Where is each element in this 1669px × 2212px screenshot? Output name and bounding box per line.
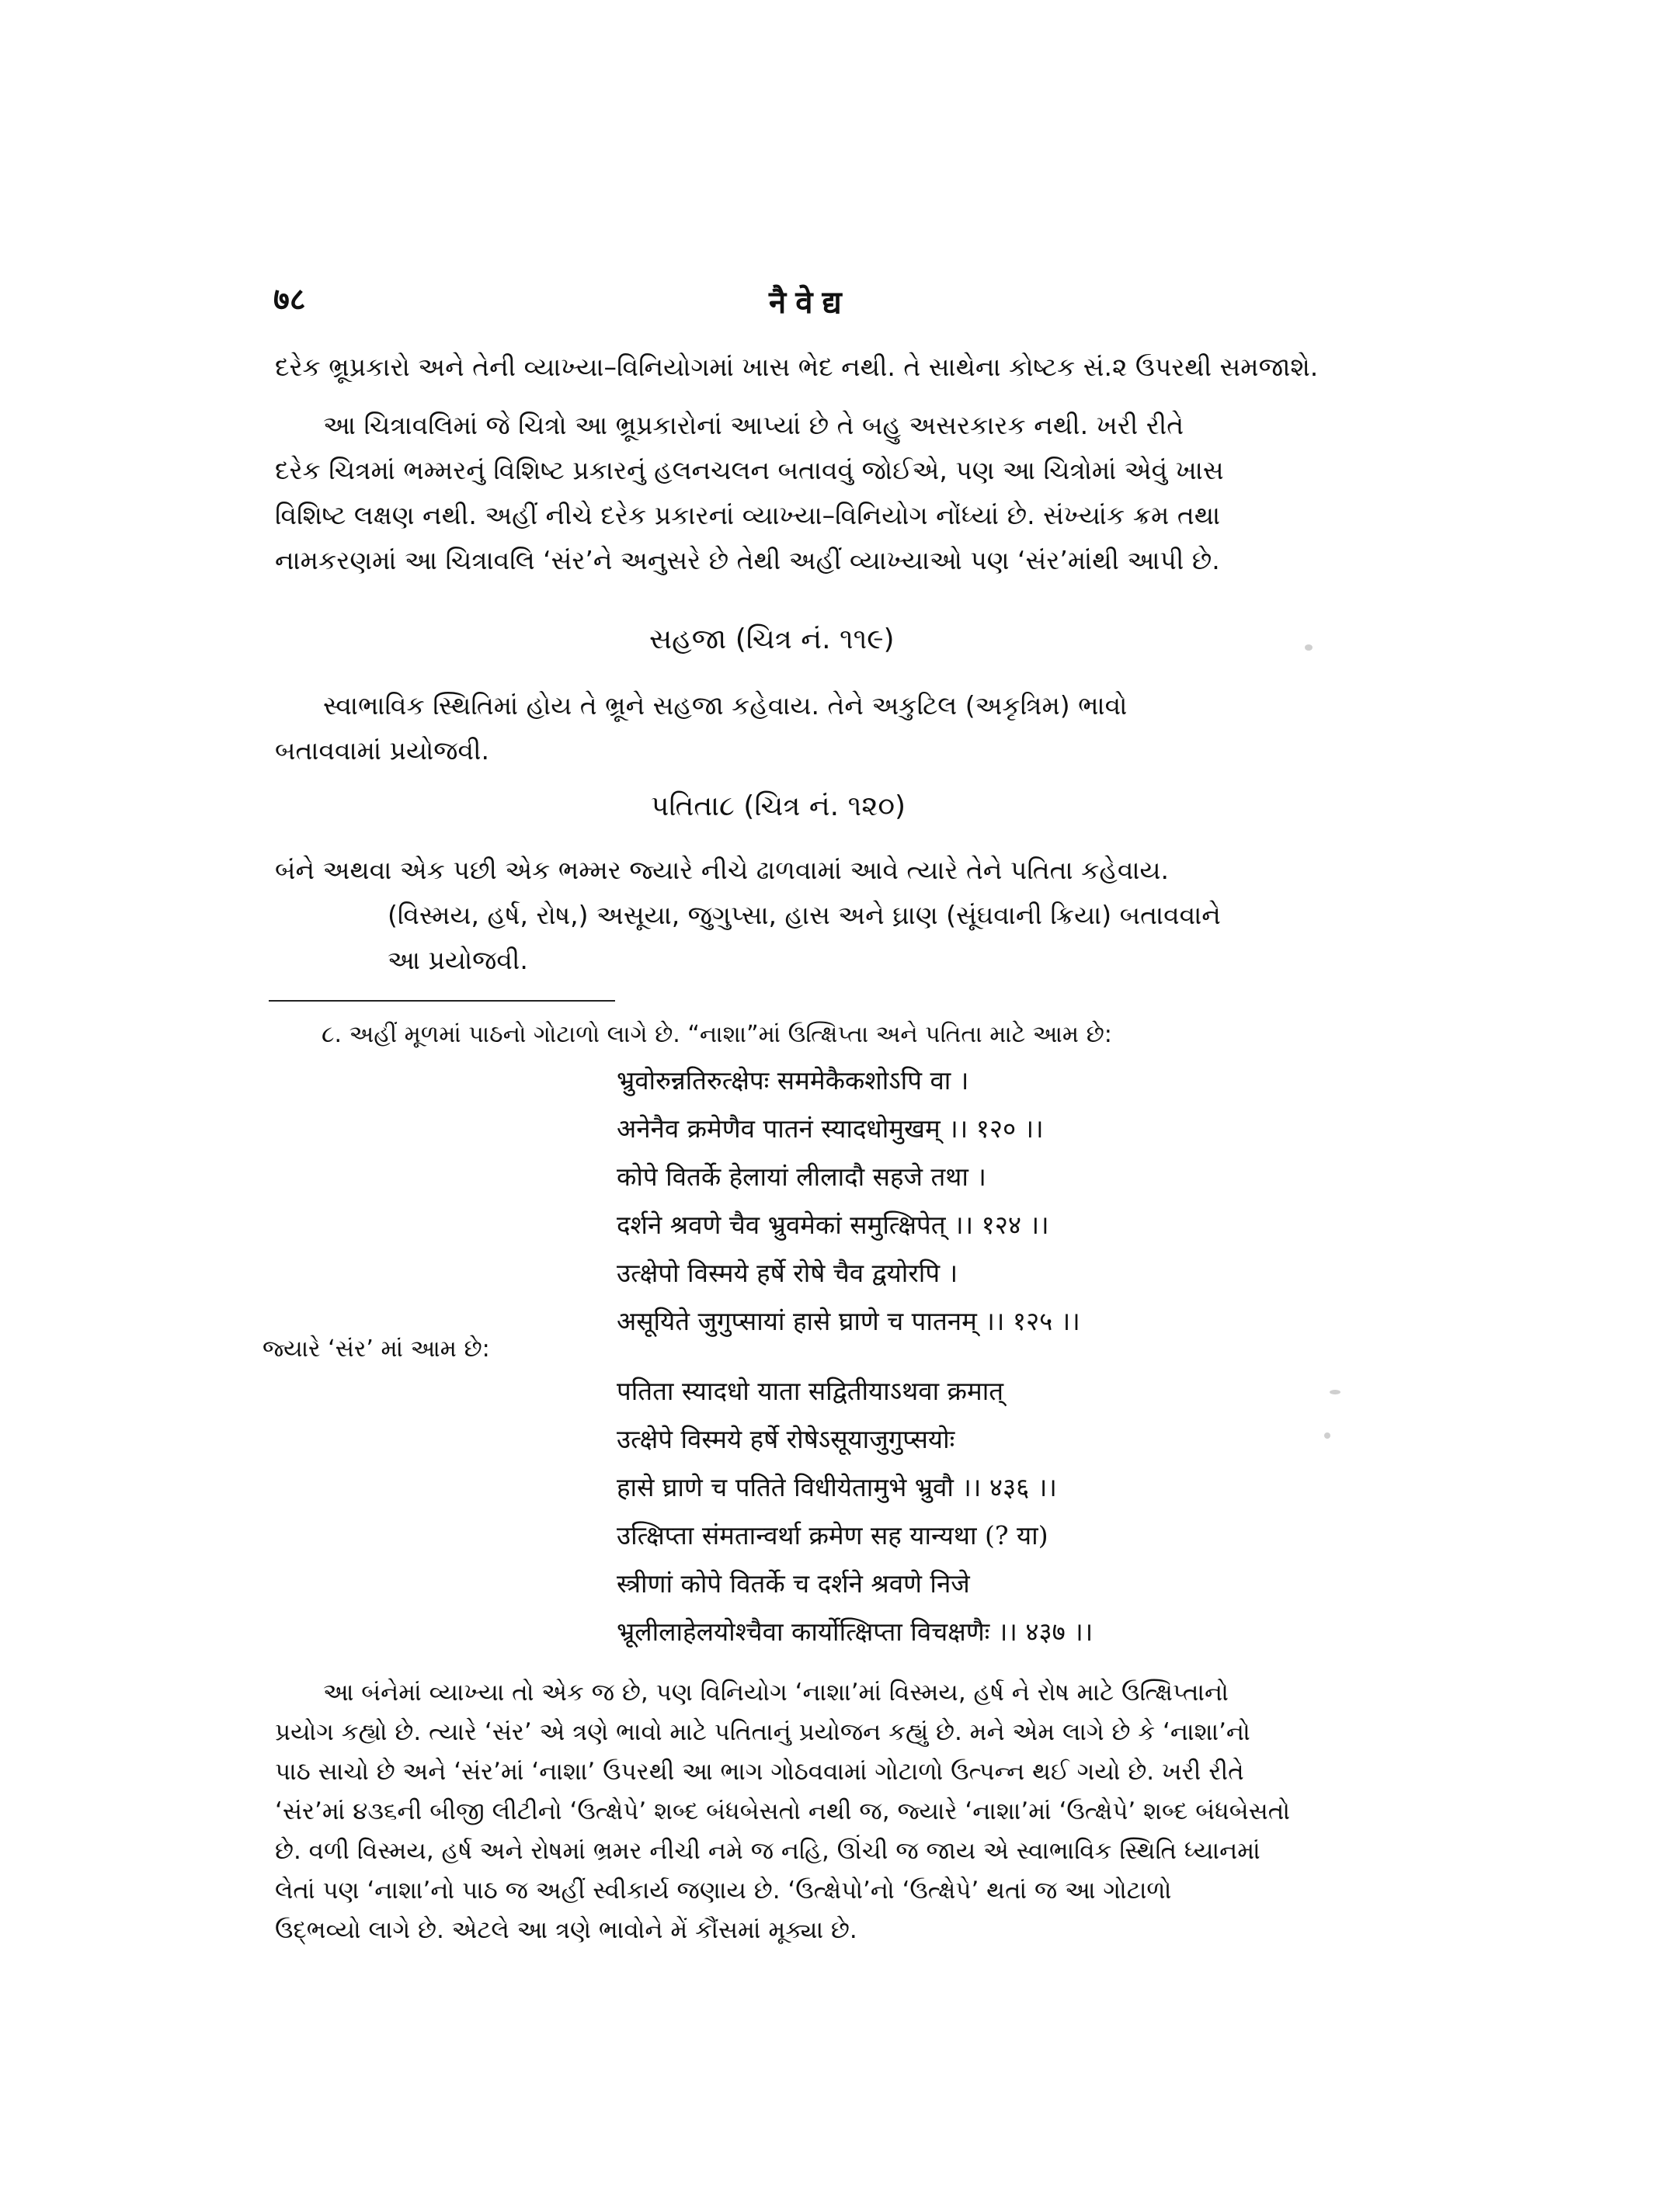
scan-speck [1324, 1432, 1330, 1439]
section-body-patita [275, 848, 1405, 983]
paragraph-line: વિશિષ્ટ લક્ષણ નથી. અહીં નીચે દરેક પ્રકારનાં વ્યાખ્યા–વિનિયોગ નોંધ્યાં છે. સંખ્યાંક ક્રમ તથા [275, 500, 1221, 530]
section-body-sahaja [275, 683, 1405, 773]
verse-line: पतिता स्यादधो याता सद्वितीयाऽथवा क्रमात् [617, 1376, 1004, 1406]
footnote-closing-paragraph [275, 1673, 1290, 1950]
paragraph-line: આ ચિત્રાવલિમાં જે ચિત્રો આ ભ્રૂપ્રકારોનાં આપ્યાં છે તે બહુ અસરકારક નથી. ખરી રીતે [323, 410, 1184, 440]
paragraph-line: આ પ્રયોજવી. [388, 945, 528, 975]
paragraph-line: નામકરણમાં આ ચિત્રાવલિ ‘સંર’ને અનુસરે છે તેથી અહીં વ્યાખ્યાઓ પણ ‘સંર’માંથી આપી છે. [275, 545, 1220, 575]
paragraph-line: દરેક ચિત્રમાં ભમ્મરનું વિશિષ્ટ પ્રકારનું હલનચલન બતાવવું જોઈએ, પણ આ ચિત્રોમાં એવું ખાસ [275, 455, 1224, 485]
paragraph-line: છે. વળી વિસ્મય, હર્ષ અને રોષમાં ભ્રમર નીચી નમે જ નહિ, ઊંચી જ જાય એ સ્વાભાવિક સ્થિતિ ધ્યાનમાં [275, 1837, 1260, 1865]
paragraph-line: પાઠ સાચો છે અને ‘સંર’માં ‘નાશા’ ઉપરથી આ ભાગ ગોઠવવામાં ગોટાળો ઉત્પન્ન થઈ ગયો છે. ખરી રીતે [275, 1758, 1244, 1786]
section-heading-sahaja: સહજા (ચિત્ર નં. ૧૧૯) [649, 623, 895, 655]
verse-line: असूयिते जुगुप्सायां हासे घ्राणे च पातनम् ।। १२५ ।। [617, 1306, 1080, 1336]
verse-line: उत्क्षेपे विस्मये हर्षे रोषेऽसूयाजुगुप्सयोः [617, 1424, 955, 1454]
verse-line: हासे घ्राणे च पतिते विधीयेतामुभे भ्रुवौ ।। ४३६ ।। [617, 1472, 1057, 1502]
paragraph-line: ઉદ્ભવ્યો લાગે છે. એટલે આ ત્રણે ભાવોને મેં કૌંસમાં મૂક્યા છે. [275, 1916, 857, 1944]
page-number: ७८ [273, 282, 306, 318]
verse-line: दर्शने श्रवणे चैव भ्रुवमेकां समुत्क्षिपेत् ।। १२४ ।। [617, 1210, 1049, 1240]
paragraph-line: લેતાં પણ ‘નાશા’નો પાઠ જ અહીં સ્વીકાર્ય જણાય છે. ‘ઉત્ક્ષેપો’નો ‘ઉત્ક્ષેપે’ થતાં જ આ ગોટાળો [275, 1877, 1172, 1905]
footnote-intro: ૮. અહીં મૂળમાં પાઠનો ગોટાળો લાગે છે. “નાશા”માં ઉત્ક્ષિપ્તા અને પતિતા માટે આમ છે: [322, 1021, 1112, 1048]
paragraph-line: બતાવવામાં પ્રયોજવી. [275, 735, 489, 766]
intro-paragraph [275, 403, 1405, 583]
verse-line: अनेनैव क्रमेणैव पातनं स्यादधोमुखम् ।। १२० ।। [617, 1113, 1044, 1144]
paragraph-line: સ્વાભાવિક સ્થિતિમાં હોય તે ભ્રૂને સહજા કહેવાય. તેને અકુટિલ (અકૃત્રિમ) ભાવો [323, 690, 1128, 721]
verse-line: भ्रुवोरुन्नतिरुत्क्षेपः सममेकैकशोऽपि वा । [617, 1065, 969, 1096]
verse-line: स्त्रीणां कोपे वितर्के च दर्शने श्रवणे निजे [617, 1568, 970, 1599]
running-title: नैवेद्य [769, 285, 851, 321]
intro-line: દરેક ભ્રૂપ્રકારો અને તેની વ્યાખ્યા–વિનિયોગમાં ખાસ ભેદ નથી. તે સાથેના કોષ્ટક સં.૨ ઉપરથી સમજાશે. [275, 352, 1319, 382]
paragraph-line: પ્રયોગ કહ્યો છે. ત્યારે ‘સંર’ એ ત્રણે ભાવો માટે પતિતાનું પ્રયોજન કહ્યું છે. મને એમ લાગે છે કે ‘નાશા’નો [275, 1718, 1250, 1746]
paragraph-line: બંને અથવા એક પછી એક ભમ્મર જ્યારે નીચે ઢાળવામાં આવે ત્યારે તેને પતિતા કહેવાય. [275, 855, 1170, 885]
scan-speck [1330, 1390, 1340, 1394]
verse-line: भ्रूलीलाहेलयोश्चैवा कार्योत्क्षिप्ता विचक्षणैः ।। ४३७ ।। [617, 1616, 1094, 1647]
verse-line: उत्क्षेपो विस्मये हर्षे रोषे चैव द्वयोरपि । [617, 1258, 958, 1288]
section-heading-patita: પતિતા૮ (ચિત્ર નં. ૧૨૦) [651, 790, 906, 822]
verse-line: उत्क्षिप्ता संमतान्वर्था क्रमेण सह यान्यथा (? या) [617, 1520, 1048, 1550]
footnote-divider [269, 1000, 615, 1002]
scan-speck [1305, 644, 1313, 651]
verse-line: कोपे वितर्के हेलायां लीलादौ सहजे तथा । [617, 1162, 986, 1192]
paragraph-line: (વિસ્મય, હર્ષ, રોષ,) અસૂયા, જુગુપ્સા, હાસ અને ઘ્રાણ (સૂંઘવાની ક્રિયા) બતાવવાને [388, 900, 1221, 930]
paragraph-line: આ બંનેમાં વ્યાખ્યા તો એક જ છે, પણ વિનિયોગ ‘નાશા’માં વિસ્મય, હર્ષ ને રોષ માટે ઉત્ક્ષિપ્તાનો [323, 1679, 1229, 1707]
paragraph-line: ‘સંર’માં ૪૩૬ની બીજી લીટીનો ‘ઉત્ક્ષેપે’ શબ્દ બંધબેસતો નથી જ, જ્યારે ‘નાશા’માં ‘ઉત્ક્ષેપે’ શબ્દ બંધબેસતો [275, 1797, 1291, 1825]
footnote-middle: જ્યારે ‘સંર’ માં આમ છે: [263, 1335, 490, 1363]
